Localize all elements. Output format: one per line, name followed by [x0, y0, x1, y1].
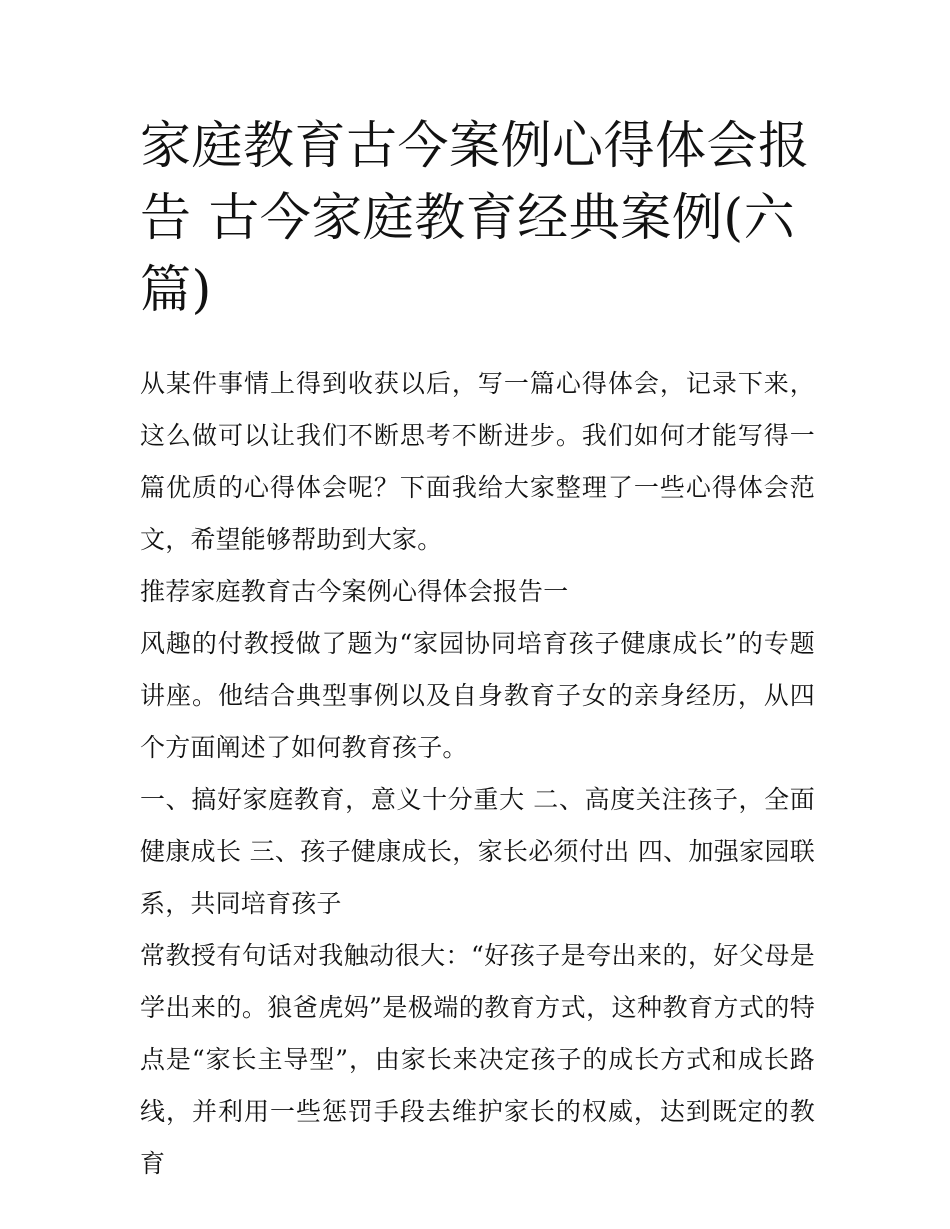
- points-paragraph: 一、搞好家庭教育，意义十分重大 二、高度关注孩子，全面健康成长 三、孩子健康成长，家长必须付出 四、加强家园联系，共同培育孩子: [140, 785, 815, 918]
- intro-paragraph: 从某件事情上得到收获以后，写一篇心得体会，记录下来，这么做可以让我们不断思考不断进步。我们如何才能写得一篇优质的心得体会呢？下面我给大家整理了一些心得体会范文，希望能够帮助到大家。: [140, 369, 815, 554]
- document-body: [140, 358, 815, 1190]
- quote-paragraph: 常教授有句话对我触动很大：“好孩子是夸出来的，好父母是学出来的。狼爸虎妈”是极端的教育方式，这种教育方式的特点是“家长主导型”，由家长来决定孩子的成长方式和成长路线，并利用一些惩罚手段去维护家长的权威，达到既定的教育: [140, 941, 815, 1178]
- document-title: 家庭教育古今案例心得体会报告 古今家庭教育经典案例(六篇): [140, 117, 810, 320]
- lecture-paragraph: 风趣的付教授做了题为“家园协同培育孩子健康成长”的专题讲座。他结合典型事例以及自身教育子女的亲身经历，从四个方面阐述了如何教育孩子。: [140, 629, 815, 762]
- section-heading: 推荐家庭教育古今案例心得体会报告一: [140, 577, 569, 606]
